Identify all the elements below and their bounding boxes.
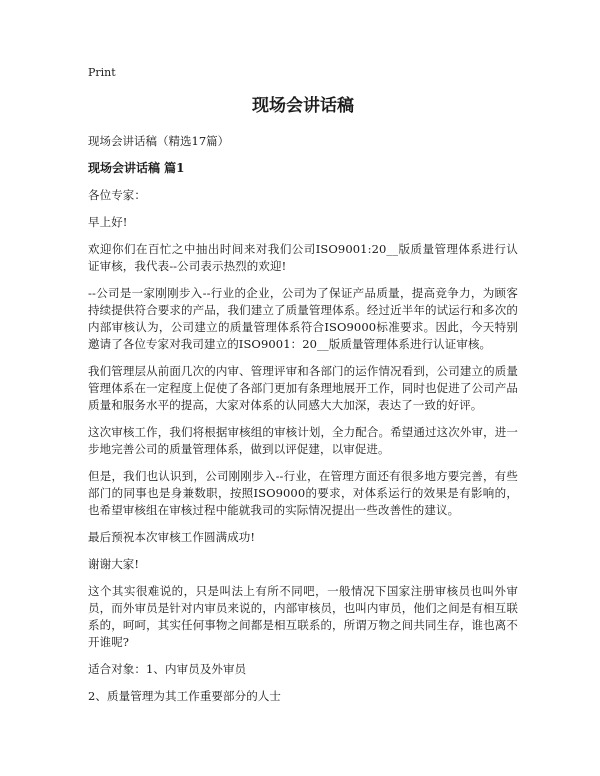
paragraph-salutation: 各位专家： [88, 188, 146, 202]
document-title: 现场会讲话稿 [252, 96, 354, 116]
paragraph-improvement: 但是，我们也认识到，公司刚刚步入--行业，在管理方面还有很多地方要完善，有些部门的同事也是身兼数职，按照ISO9000的要求，对体系运行的效果是有影响的，也希望审核组在审核过程中能就我司的实际情况提出一些改善性的建议。 [88, 469, 518, 517]
paragraph-company-intro: --公司是一家刚刚步入--行业的企业，公司为了保证产品质量，提高竞争力，为顾客持续提供符合要求的产品，我们建立了质量管理体系。经过近半年的试运行和多次的内部审核认为，公司建立的质量管理体系符合ISO9000标准要求。因此，今天特别邀请了各位专家对我司建立的ISO9001：20__版质量管理体系进行认证审核。 [88, 286, 518, 351]
print-label: Print [88, 66, 116, 79]
paragraph-wishes: 最后预祝本次审核工作圆满成功! [88, 530, 256, 544]
document-page [88, 66, 518, 715]
paragraph-audience-1: 适合对象：1、内审员及外审员 [88, 662, 247, 676]
paragraph-thanks: 谢谢大家! [88, 557, 140, 571]
paragraph-management-review: 我们管理层从前面几次的内审、管理评审和各部门的运作情况看到，公司建立的质量管理体系在一定程度上促使了各部门更加有条理地展开工作，同时也促进了公司产品质量和服务水平的提高，大家对体系的认同感大大加深，表达了一致的好评。 [88, 364, 518, 412]
paragraph-welcome: 欢迎你们在百忙之中抽出时间来对我们公司ISO9001:20__版质量管理体系进行认证审核，我代表--公司表示热烈的欢迎! [88, 242, 518, 273]
paragraph-greeting: 早上好! [88, 215, 128, 229]
paragraph-audience-2: 2、质量管理为其工作重要部分的人士 [88, 689, 282, 703]
paragraph-auditor-note: 这个其实很难说的，只是叫法上有所不同吧，一般情况下国家注册审核员也叫外审员，而外审员是针对内审员来说的，内部审核员，也叫内审员，他们之间是有相互联系的，呵呵，其实任何事物之间都是相互联系的，所谓万物之间共同生存，谁也离不开谁呢? [88, 584, 518, 649]
section-heading: 现场会讲话稿 篇1 [88, 161, 185, 175]
paragraph-audit-cooperation: 这次审核工作，我们将根据审核组的审核计划，全力配合。希望通过这次外审，进一步地完善公司的质量管理体系，做到以评促建，以审促进。 [88, 425, 518, 456]
document-subtitle: 现场会讲话稿（精选17篇） [88, 134, 230, 148]
